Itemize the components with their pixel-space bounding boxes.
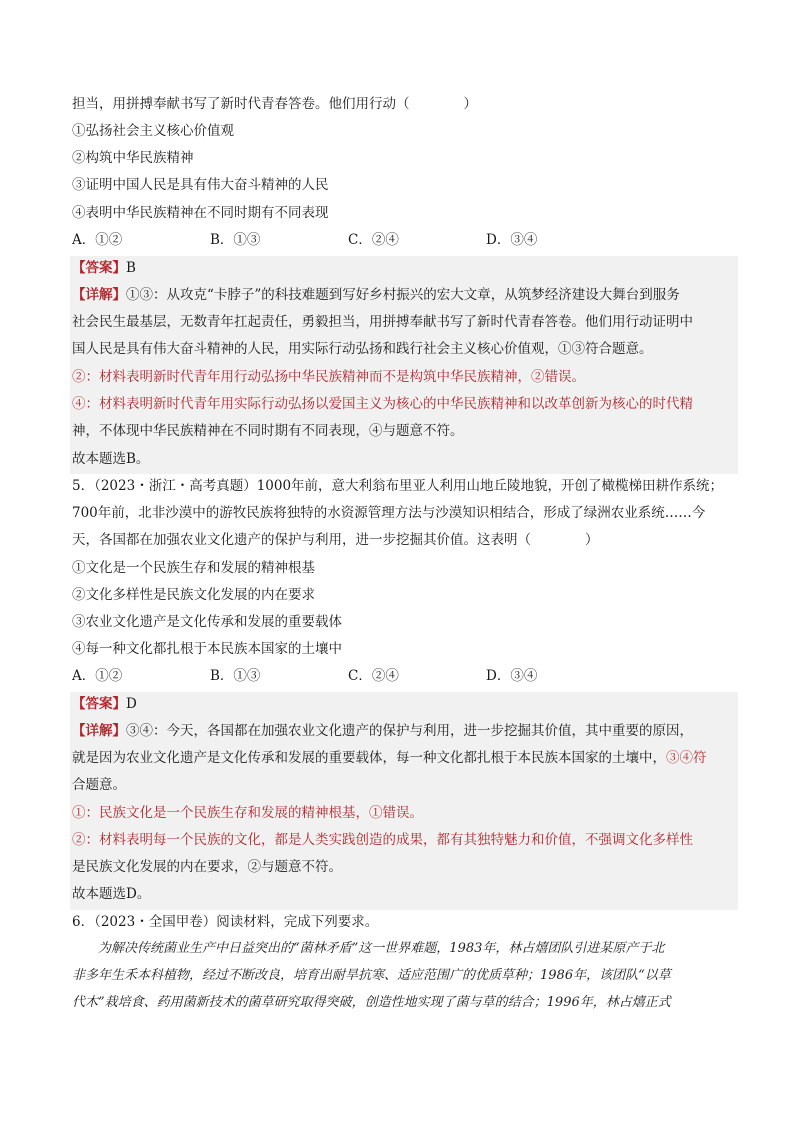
- q4-option-b: B．①③: [210, 232, 261, 248]
- q5-option-c: C．②④: [348, 668, 399, 684]
- q5-conclusion: 故本题选D。: [72, 886, 151, 902]
- q4-item-1: ①弘扬社会主义核心价值观: [72, 123, 234, 139]
- q5-detail-line-1: 【详解】③④：今天，各国都在加强农业文化遗产的保护与利用，进一步挖掘其价值，其中重要的原因，: [72, 723, 693, 739]
- q5-wrong-line-3: 是民族文化发展的内在要求，②与题意不符。: [72, 859, 342, 875]
- q5-answer: [72, 694, 736, 714]
- q5-answer-label: 【答案】: [72, 696, 126, 712]
- q6-material-line-1: 为解决传统菌业生产中日益突出的“菌林矛盾”这一世界难题，1983年，林占熺团队引进某原产于北: [98, 941, 665, 956]
- q4-answer: [72, 258, 736, 278]
- q4-option-a: A．①②: [72, 232, 123, 248]
- q4-detail-label: 【详解】: [72, 287, 126, 303]
- q5-item-3: ③农业文化遗产是文化传承和发展的重要载体: [72, 614, 342, 630]
- q4-item-4: ④表明中华民族精神在不同时期有不同表现: [72, 205, 329, 221]
- q4-detail-line-1: 【详解】①③：从攻克“卡脖子”的科技难题到写好乡村振兴的宏大文章，从筑梦经济建设大舞台到服务: [72, 287, 680, 303]
- q5-stem-line-1: 5．（2023・浙江・高考真题）1000年前，意大利翁布里亚人利用山地丘陵地貌，开创了橄榄梯田耕作系统；: [72, 478, 724, 494]
- q5-detail-label: 【详解】: [72, 723, 126, 739]
- q4-option-d: D．③④: [486, 232, 538, 248]
- q4-stem-tail: 担当，用拼搏奉献书写了新时代青春答卷。他们用行动（ ）: [72, 96, 477, 112]
- q4-item-3: ③证明中国人民是具有伟大奋斗精神的人民: [72, 177, 329, 193]
- q5-options: [72, 666, 736, 686]
- q5-detail-line-3: 合题意。: [72, 777, 126, 793]
- q5-item-1: ①文化是一个民族生存和发展的精神根基: [72, 560, 315, 576]
- q4-item-2: ②构筑中华民族精神: [72, 150, 194, 166]
- q5-wrong-line-1: ①：民族文化是一个民族生存和发展的精神根基，①错误。: [72, 805, 423, 821]
- q4-detail-line-2: 社会民生最基层，无数青年扛起责任，勇毅担当，用拼搏奉献书写了新时代青春答卷。他们用行动证明中: [72, 314, 693, 330]
- q4-option-c: C．②④: [348, 232, 399, 248]
- q4-wrong-line-2: ④：材料表明新时代青年用实际行动弘扬以爱国主义为核心的中华民族精神和以改革创新为核心的时代精: [72, 396, 693, 412]
- q5-answer-value: D: [126, 696, 137, 712]
- q4-answer-label: 【答案】: [72, 260, 126, 276]
- q5-option-b: B．①③: [210, 668, 261, 684]
- q5-item-4: ④每一种文化都扎根于本民族本国家的土壤中: [72, 641, 342, 657]
- q5-detail-line-2: 就是因为农业文化遗产是文化传承和发展的重要载体，每一种文化都扎根于本民族本国家的土壤中，③④符: [72, 750, 707, 766]
- q5-stem-line-2: 700年前，北非沙漠中的游牧民族将独特的水资源管理方法与沙漠知识相结合，形成了绿洲农业系统……今: [72, 505, 706, 521]
- q4-detail-line-3: 国人民是具有伟大奋斗精神的人民，用实际行动弘扬和践行社会主义核心价值观，①③符合题意。: [72, 341, 653, 357]
- q5-option-d: D．③④: [486, 668, 538, 684]
- q6-material-line-3: 代木”栽培食、药用菌新技术的菌草研究取得突破，创造性地实现了菌与草的结合；1996年，林占熺正式: [72, 995, 671, 1010]
- q4-wrong-line-3: 神，不体现中华民族精神在不同时期有不同表现，④与题意不符。: [72, 423, 464, 439]
- q5-item-2: ②文化多样性是民族文化发展的内在要求: [72, 587, 315, 603]
- q4-options: [72, 230, 736, 250]
- q4-conclusion: 故本题选B。: [72, 451, 150, 467]
- q5-option-a: A．①②: [72, 668, 123, 684]
- q6-material-line-2: 非多年生禾本科植物，经过不断改良，培育出耐旱抗寒、适应范围广的优质草种；1986年，该团队“以草: [72, 968, 671, 983]
- q5-stem-line-3: 天，各国都在加强农业文化遗产的保护与利用，进一步挖掘其价值。这表明（ ）: [72, 532, 599, 548]
- q4-answer-value: B: [126, 260, 136, 276]
- q5-wrong-line-2: ②：材料表明每一个民族的文化，都是人类实践创造的成果，都有其独特魅力和价值，不强调文化多样性: [72, 832, 693, 848]
- q6-stem: 6．（2023・全国甲卷）阅读材料，完成下列要求。: [72, 914, 379, 930]
- q4-wrong-line-1: ②：材料表明新时代青年用行动弘扬中华民族精神而不是构筑中华民族精神，②错误。: [72, 369, 585, 385]
- q5-detail-red-tail: ③④符: [666, 750, 707, 766]
